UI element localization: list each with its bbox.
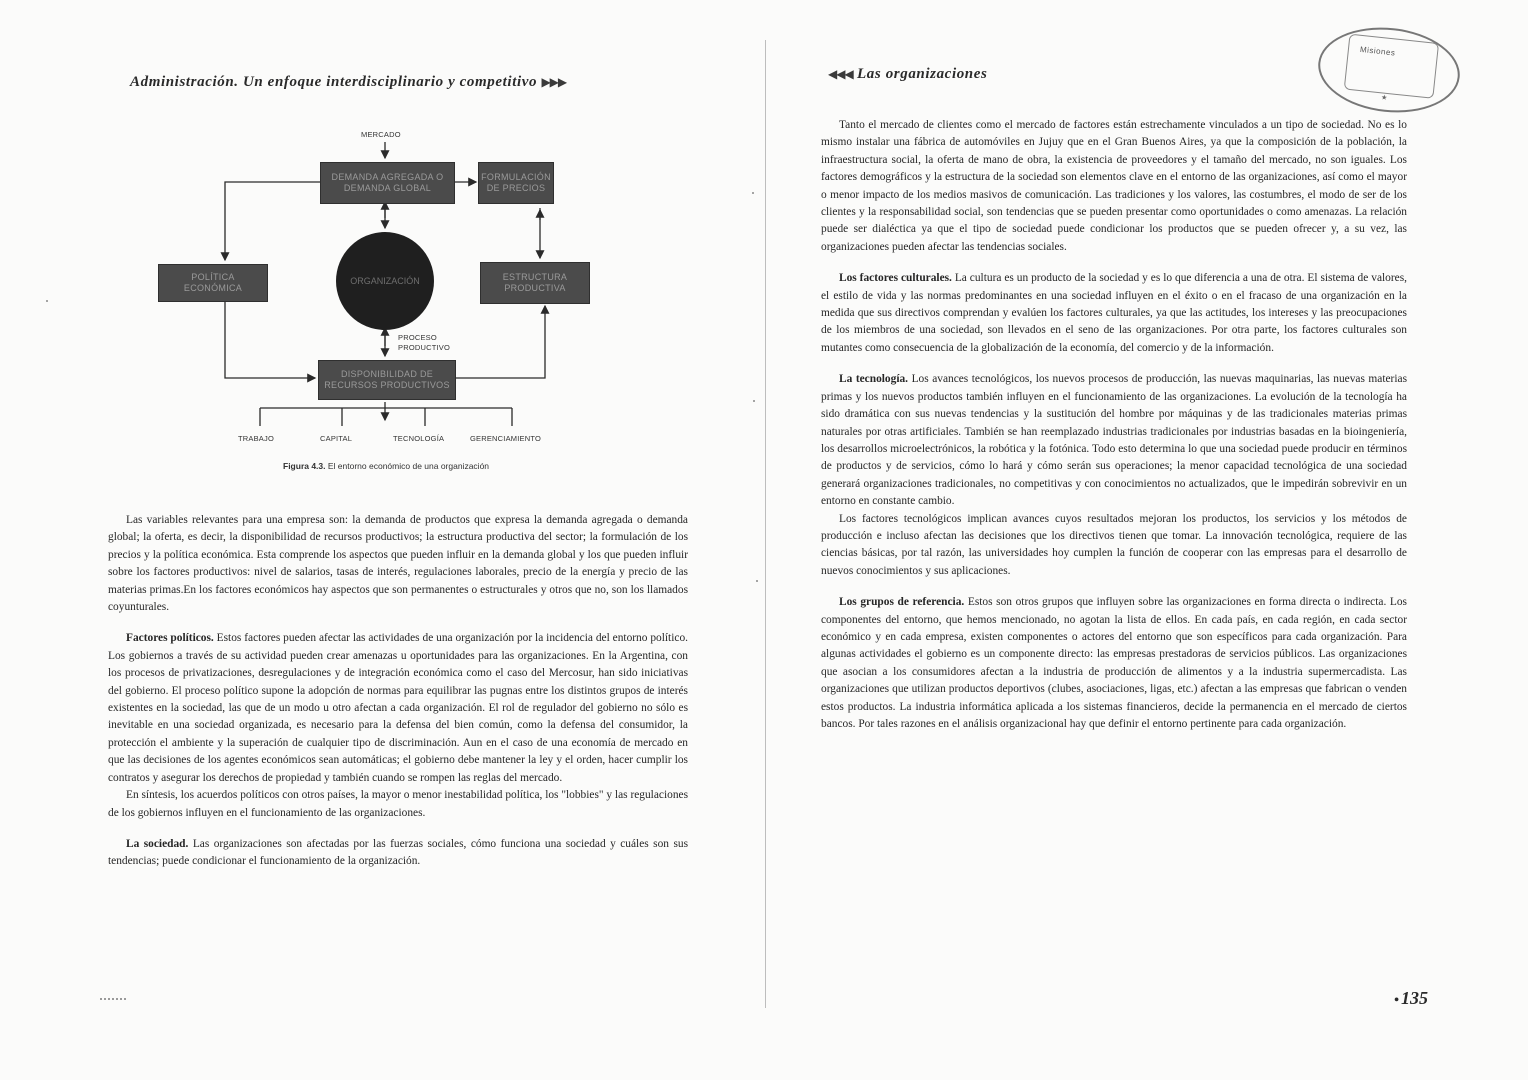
paragraph-technological-factors: Los factores tecnológicos implican avances cuyos resultados mejoran los productos, los servicios y los métodos de producción e incluso afectan las decisiones que los directivos tienen que tomar. La innovación tecnológica, requiere de las ciencias básicas, por tal razón, las universidades hoy cumplen la función de cooperar con las empresas para el desarrollo de nuevos conocimientos y sus aplicaciones. <box>821 512 1407 577</box>
heading-political-factors: Factores políticos. <box>126 632 214 645</box>
paragraph-society <box>108 836 688 871</box>
paragraph-reference-groups-body: Estos son otros grupos que influyen sobre las organizaciones en forma directa o indirecta. Los componentes del entorno, que hemos mencionado, no agotan la lista de ellos. En cada país, en cada región, en cada sector económico y en cada empresa, existen componentes o actores del entorno que son específicos para cada organización. Para algunas actividades el gobierno es un componente directo: las empresas prestadoras de servicios públicos. Las organizaciones que asocian a los consumidores afectan a la industria de producción de alimentos y a la industria supermercadista. Las organizaciones que utilizan productos deportivos (clubes, asociaciones, ligas, etc.) afectan a las empresas que fabrican o venden estos productos. La industria informática aplicada a los sistemas financieros, decide la permanencia en el mercado de ciertos bancos. Por tales razones en el análisis organizacional hay que definir el entorno pertinente para cada organización. <box>821 596 1407 730</box>
right-running-head <box>828 66 987 83</box>
paragraph-society-body: Las organizaciones son afectadas por las fuerzas sociales, cómo funciona una sociedad y cuáles son sus tendencias; puede condicionar el funcionamiento de la organización. <box>108 837 688 868</box>
figure-box-economic-policy: POLÍTICA ECONÓMICA <box>158 264 268 302</box>
left-body-text <box>108 512 688 885</box>
left-running-head <box>130 74 566 91</box>
bullet-icon: • <box>1394 993 1399 1008</box>
figure-factor-capital: CAPITAL <box>320 434 353 443</box>
figure-box-aggregate-demand: DEMANDA AGREGADA O DEMANDA GLOBAL <box>320 162 455 204</box>
figure-box-productive-structure: ESTRUCTURA PRODUCTIVA <box>480 262 590 304</box>
figure-factor-management: GERENCIAMIENTO <box>470 434 542 443</box>
heading-cultural-factors: Los factores culturales. <box>839 272 952 285</box>
paragraph-technology <box>821 371 1407 510</box>
right-page <box>766 0 1528 1080</box>
right-running-head-title: Las organizaciones <box>857 66 988 82</box>
figure-factor-labor: TRABAJO <box>238 434 274 443</box>
heading-society: La sociedad. <box>126 837 189 850</box>
paragraph-society-markets: Tanto el mercado de clientes como el mercado de factores están estrechamente vinculados a un tipo de sociedad. No es lo mismo instalar una fábrica de automóviles en Jujuy que en el Gran Buenos Aires, ya que la composición de la población, la infraestructura social, la oferta de mano de obra, la existencia de proveedores y el tamaño del mercado, no son iguales. Los factores demográficos y la estructura de la sociedad son elementos clave en el entorno de las organizaciones, así como el mayor o menor impacto de los medios masivos de comunicación. Las tradiciones y los valores, las costumbres, el modo de ser de los clientes y la responsabilidad social, son tendencias que se pueden presentar como oportunidades o como amenazas. La relación puede ser dialéctica ya que el tipo de sociedad puede condicionar los productos que se pueden ofrecer y, a su vez, las organizaciones pueden afectar las tendencias sociales. <box>821 119 1407 253</box>
stamp-frame <box>1344 34 1439 99</box>
heading-reference-groups: Los grupos de referencia. <box>839 596 965 609</box>
figure-label-process-2: PRODUCTIVO <box>398 343 451 352</box>
paragraph-political-factors <box>108 630 688 787</box>
figure-circle-organization: ORGANIZACIÓN <box>336 232 434 330</box>
figure-box-resource-availability: DISPONIBILIDAD DE RECURSOS PRODUCTIVOS <box>318 360 456 400</box>
scan-speck <box>46 300 48 302</box>
paragraph-technology-body: Los avances tecnológicos, los nuevos procesos de producción, las nuevas maquinarias, las nuevas materias primas y los nuevos productos también influyen en el funcionamiento de las organizaciones. La evolución de la tecnología ha sido dramática con sus nuevas tendencias y la sustitución del hombre por máquinas y de las tradicionales materias primas naturales por otras artificiales. También se han reemplazado industrias tradicionales por industrias basadas en la bioingeniería, los desarrollos microelectrónicos, la robótica y la fotónica. Todo esto determina lo que una sociedad puede producir en términos de productos y de servicios, cómo lo hará y cómo serán sus operaciones; la menor capacidad tecnológica de una sociedad generará organizaciones tradicionales, no competitivas y con conocimientos no actualizados, que le impedirán sobrevivir en un entorno en constante cambio. <box>821 373 1407 508</box>
left-folio-mark <box>100 998 126 1004</box>
figure-label-market: MERCADO <box>361 130 401 139</box>
stamp-star-icon: ★ <box>1380 94 1388 102</box>
figure-caption <box>283 461 489 471</box>
figure-caption-text: El entorno económico de una organización <box>327 461 490 471</box>
economic-environment-figure <box>150 120 630 480</box>
page-number-value: 135 <box>1401 988 1428 1008</box>
figure-label-process-1: PROCESO <box>398 333 437 342</box>
paragraph-reference-groups <box>821 594 1407 733</box>
paragraph-cultural-factors <box>821 270 1407 357</box>
left-running-head-title: Administración. Un enfoque interdisciplinario y competitivo <box>130 74 538 90</box>
page-number <box>1394 988 1428 1009</box>
scan-speck <box>752 192 754 194</box>
paragraph-economic-variables: Las variables relevantes para una empresa son: la demanda de productos que expresa la demanda agregada o demanda global; la oferta, es decir, la disponibilidad de recursos productivos; la estructura productiva del sector; la formulación de los precios y la política económica. Esta comprende los aspectos que pueden influir en la demanda global y los que pueden influir sobre los factores productivos: nivel de salarios, tasas de interés, regulaciones laborales, precio de la energía y precio de las materias primas.En los factores económicos hay aspectos que son permanentes o estructurales y otros que no, son los llamados coyunturales. <box>108 514 688 614</box>
scan-speck <box>756 580 758 582</box>
library-stamp-icon <box>1314 21 1464 119</box>
figure-box-price-formulation: FORMULACIÓN DE PRECIOS <box>478 162 554 204</box>
forward-arrows-icon: ▶▶▶ <box>541 75 567 89</box>
paragraph-political-factors-body: Estos factores pueden afectar las actividades de una organización por la incidencia del entorno político. Los gobiernos a través de su actividad pueden crear amenazas u oportunidades para las organizaciones. En la Argentina, con los procesos de privatizaciones, desregulaciones y de integración económica como el caso del Mercosur, han sido iniciativas del gobierno. El proceso político supone la adopción de normas para equilibrar las pugnas entre los distintos grupos de interés existentes en la sociedad, las que de un modo u otro afectan a cada organización. El rol de regulador del gobierno no sólo es inevitable en una sociedad organizada, es necesario para la defensa del bien común, como la defensa del consumidor, la protección el ambiente y la superación de cualquier tipo de discriminación. Aun en el caso de una economía de mercado en que las decisiones de los agentes económicos sean automáticas; el gobierno debe mantener la ley y el orden, hacer cumplir los contratos y asegurar los derechos de propiedad y también cuando se rompen las reglas del mercado. <box>108 632 688 784</box>
paragraph-cultural-factors-body: La cultura es un producto de la sociedad y es lo que diferencia a una de otra. El sistema de valores, el estilo de vida y las normas predominantes en una sociedad influyen en el éxito o en el fracaso de una organización en la medida que sus directivos comprendan y evalúen los factores culturales, ya que las actitudes, los intereses y las preocupaciones de los miembros de una sociedad, son llevados en el seno de las organizaciones. Por otra parte, los factores culturales son mutantes como consecuencia de la globalización de la economía, del comercio y de la información. <box>821 272 1407 354</box>
figure-caption-label: Figura 4.3. <box>283 461 326 471</box>
paragraph-political-summary: En síntesis, los acuerdos políticos con otros países, la mayor o menor inestabilidad política, los "lobbies" y las regulaciones de los gobiernos influyen en el funcionamiento de las organizaciones. <box>108 789 688 819</box>
right-body-text <box>821 117 1407 747</box>
stamp-text: Misiones <box>1359 44 1396 58</box>
scan-speck <box>753 400 755 402</box>
heading-technology: La tecnología. <box>839 373 909 386</box>
back-arrows-icon: ◀◀◀ <box>828 67 853 81</box>
figure-factor-technology: TECNOLOGÍA <box>393 434 445 443</box>
